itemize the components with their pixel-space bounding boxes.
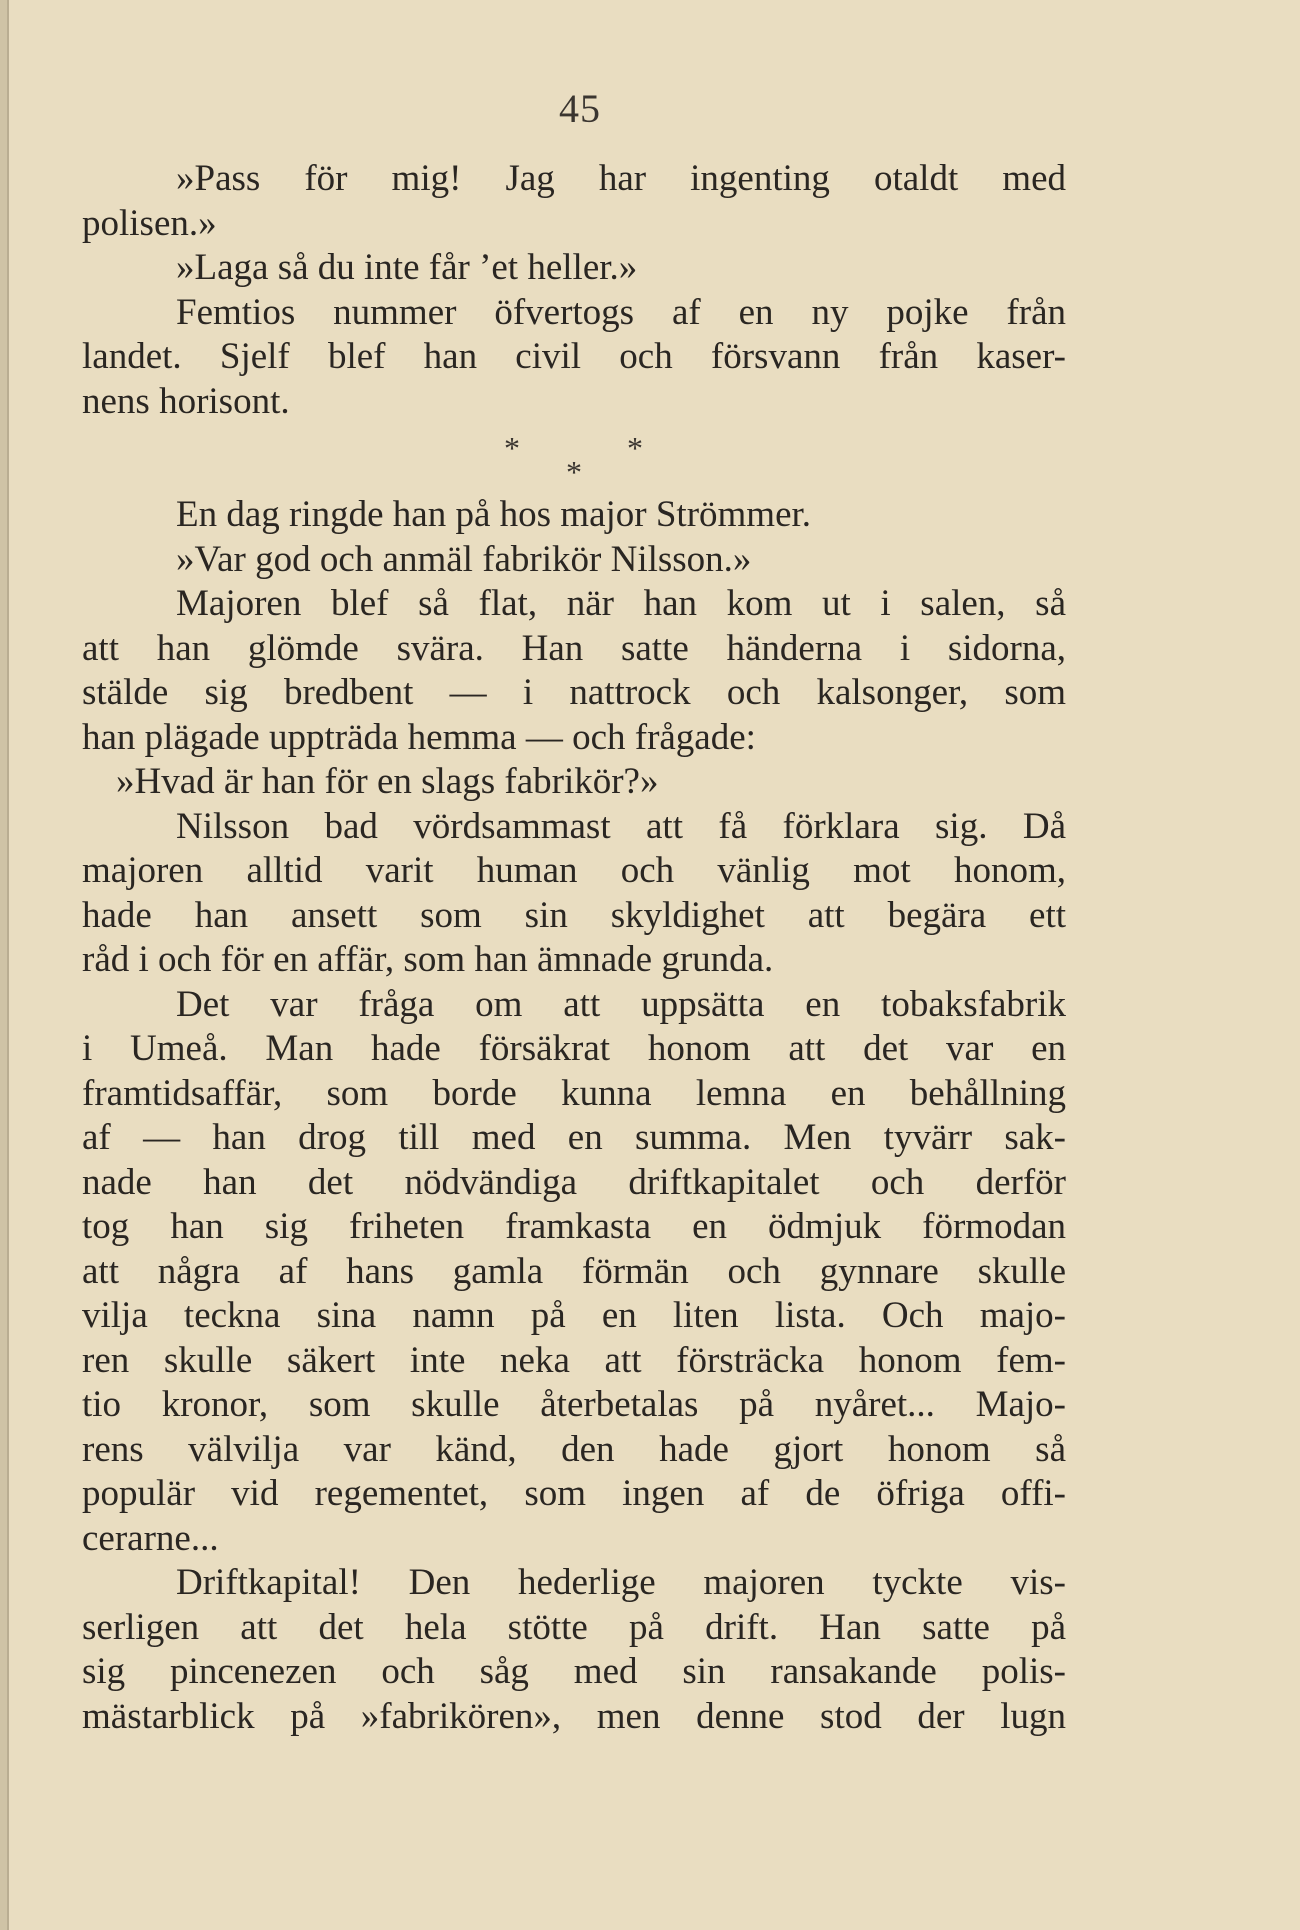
text-line: »Laga så du inte får ’et heller.» [176, 247, 638, 288]
text-line: rens välvilja var känd, den hade gjort honom så [82, 1428, 1066, 1470]
text-line: majoren alltid varit human och vänlig mot honom, [82, 850, 1066, 891]
text-line: ren skulle säkert inte neka att försträcka honom fem- [82, 1339, 1066, 1381]
text-line: sig pincenezen och såg med sin ransakande polis- [82, 1651, 1066, 1692]
text-line: »Hvad är han för en slags fabrikör?» [116, 761, 659, 802]
body-text [82, 157, 1066, 1739]
text-line: »Pass för mig! Jag har ingenting otaldt med [176, 158, 1066, 199]
asterisk-mark: * [566, 454, 582, 490]
text-line: Det var fråga om att uppsätta en tobaksfabrik [176, 983, 1066, 1025]
text-line: af — han drog till med en summa. Men tyvärr sak- [82, 1117, 1066, 1158]
text-line: i Umeå. Man hade försäkrat honom att det var en [82, 1028, 1066, 1069]
text-line: serligen att det hela stötte på drift. Han satte på [82, 1606, 1066, 1648]
asterisk-mark: * [504, 430, 520, 466]
text-line: hade han ansett som sin skyldighet att begära ett [82, 894, 1066, 936]
text-line: mästarblick på »fabrikören», men denne stod der lugn [82, 1695, 1066, 1737]
text-line: han plägade uppträda hemma — och frågade: [82, 716, 756, 758]
text-line: cerarne... [82, 1517, 219, 1559]
text-line: Nilsson bad vördsammast att få förklara sig. Då [176, 805, 1066, 847]
text-line: råd i och för en affär, som han ämnade grunda. [82, 939, 774, 980]
text-line: landet. Sjelf blef han civil och försvann från kaser- [82, 336, 1066, 377]
text-line: tog han sig friheten framkasta en ödmjuk förmodan [82, 1206, 1066, 1247]
text-line: nade han det nödvändiga driftkapitalet och derför [82, 1161, 1066, 1203]
text-line: vilja teckna sina namn på en liten lista. Och majo- [82, 1295, 1066, 1336]
page-spine-edge [0, 0, 9, 1930]
text-line: Femtios nummer öfvertogs af en ny pojke från [176, 291, 1066, 333]
text-line: polisen.» [82, 202, 217, 244]
text-line: En dag ringde han på hos major Strömmer. [176, 494, 812, 535]
text-line: Driftkapital! Den hederlige majoren tyckte vis- [176, 1562, 1066, 1603]
asterisk-mark: * [627, 430, 643, 466]
text-line: »Var god och anmäl fabrikör Nilsson.» [176, 538, 752, 580]
text-line: att några af hans gamla förmän och gynnare skulle [82, 1250, 1066, 1292]
text-line: stälde sig bredbent — i nattrock och kalsonger, som [82, 672, 1066, 713]
section-break-asterism [82, 424, 1066, 493]
text-line: nens horisont. [82, 380, 290, 422]
text-line: framtidsaffär, som borde kunna lemna en behållning [82, 1072, 1066, 1114]
text-line: populär vid regementet, som ingen af de öfriga offi- [82, 1473, 1066, 1514]
text-line: tio kronor, som skulle återbetalas på nyåret... Majo- [82, 1384, 1066, 1425]
text-line: Majoren blef så flat, när han kom ut i salen, så [176, 583, 1066, 624]
page-number: 45 [559, 86, 601, 131]
text-line: att han glömde svära. Han satte händerna i sidorna, [82, 627, 1066, 669]
